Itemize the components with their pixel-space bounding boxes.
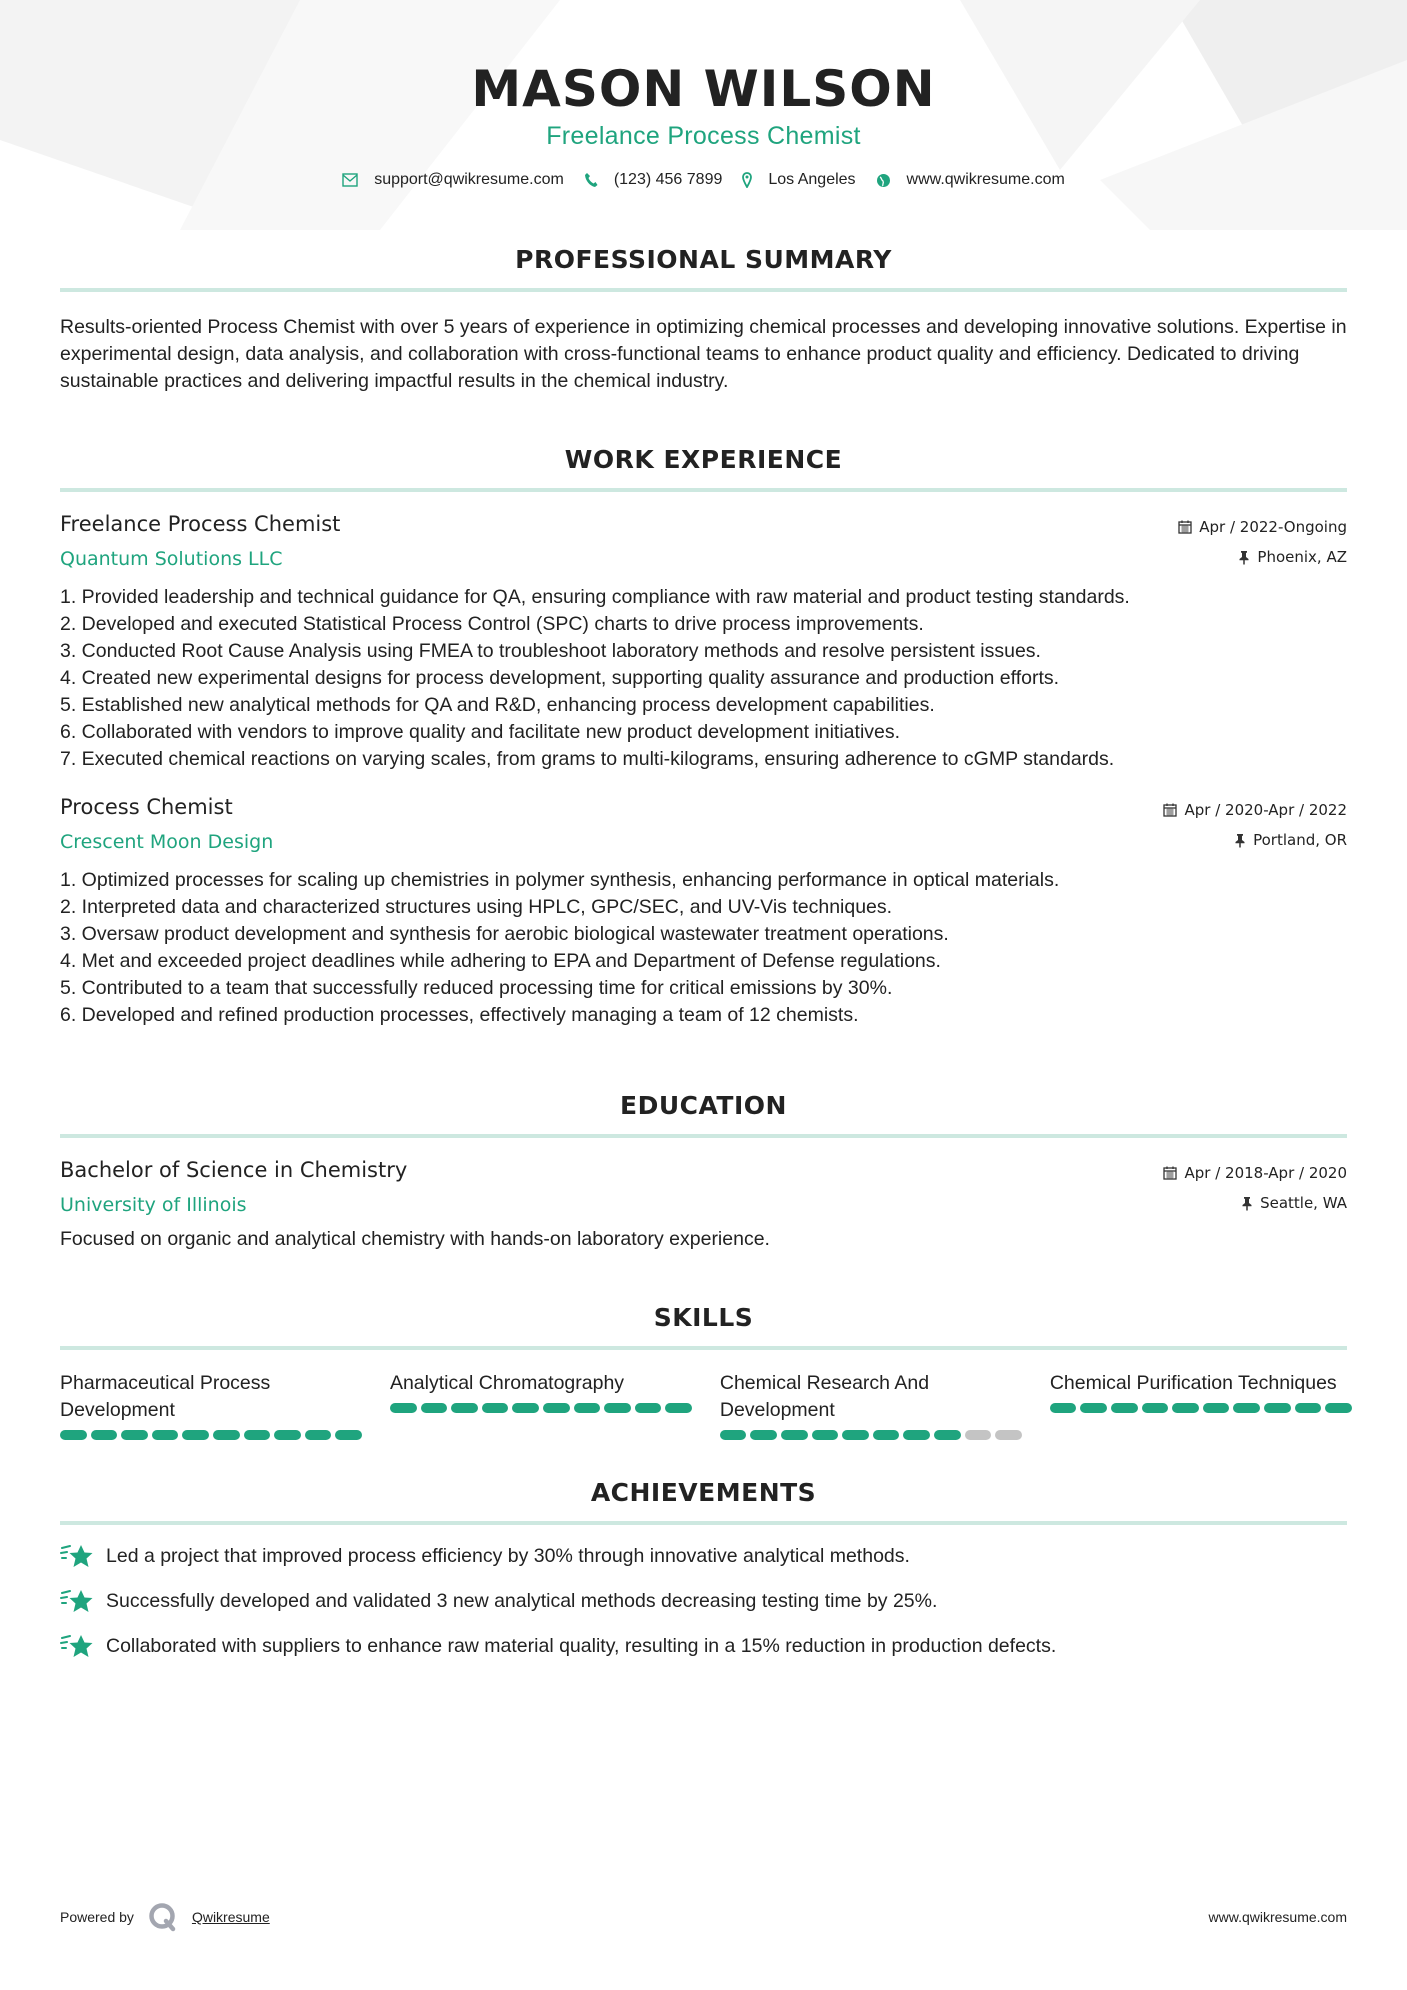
skill-rating-bar (1050, 1403, 1352, 1413)
education-dates: Apr / 2018-Apr / 2020 (1184, 1164, 1347, 1182)
section-heading: PROFESSIONAL SUMMARY (515, 245, 892, 274)
job-entry (60, 512, 1347, 773)
bullet-item: 2. Interpreted data and characterized structures using HPLC, GPC/SEC, and UV-Vis techniques. (60, 896, 893, 918)
bullet-item: 5. Established new analytical methods for QA and R&D, enhancing process development capabilities. (60, 694, 935, 716)
skill-rating-segment (543, 1403, 570, 1413)
education-section (60, 1091, 1347, 1253)
bullet-item: 6. Developed and refined production processes, effectively managing a team of 12 chemists. (60, 1004, 859, 1026)
skill-rating-segment (995, 1430, 1022, 1440)
company-name: Quantum Solutions LLC (60, 548, 283, 570)
location-text: Los Angeles (768, 171, 856, 188)
skill-name: Chemical Research And Development (719, 1372, 930, 1421)
footer-website[interactable]: www.qwikresume.com (1208, 1909, 1347, 1925)
skill-rating-segment (390, 1403, 417, 1413)
pushpin-icon (1234, 833, 1246, 848)
skill-rating-segment (873, 1430, 900, 1440)
skill-rating-segment (182, 1430, 209, 1440)
powered-by-label: Powered by (60, 1909, 134, 1925)
skill-rating-segment (1264, 1403, 1291, 1413)
skill-rating-segment (903, 1430, 930, 1440)
skill-rating-segment (1325, 1403, 1352, 1413)
bullet-item: 3. Conducted Root Cause Analysis using FMEA to troubleshoot laboratory methods and resolve persistent issues. (60, 640, 1041, 662)
education-location: Seattle, WA (1260, 1194, 1347, 1212)
skill-item (390, 1370, 692, 1440)
skill-rating-segment (512, 1403, 539, 1413)
summary-text: Results-oriented Process Chemist with over 5 years of experience in optimizing chemical processes and developing innovative solutions. Expertise in experimental design, data analysis, and collaboration with cross-functional teams to enhance product quality and efficiency. Dedicated to driving sustainable practices and delivering impactful results in the chemical industry. (60, 316, 1347, 392)
skills-section (60, 1303, 1347, 1440)
skill-rating-segment (750, 1430, 777, 1440)
skill-rating-segment (1050, 1403, 1077, 1413)
achievement-text: Successfully developed and validated 3 new analytical methods decreasing testing time by 25%. (106, 1589, 938, 1612)
job-title: Process Chemist (60, 795, 233, 819)
skill-rating-segment (1080, 1403, 1107, 1413)
achievement-text: Collaborated with suppliers to enhance raw material quality, resulting in a 15% reduction in production defects. (106, 1634, 1057, 1657)
skill-rating-segment (335, 1430, 362, 1440)
skill-rating-bar (720, 1430, 1022, 1440)
envelope-icon (342, 173, 358, 187)
skill-rating-segment (152, 1430, 179, 1440)
skill-rating-segment (665, 1403, 692, 1413)
skill-rating-segment (121, 1430, 148, 1440)
skill-rating-segment (482, 1403, 509, 1413)
skill-rating-segment (1111, 1403, 1138, 1413)
skill-rating-segment (305, 1430, 332, 1440)
skill-rating-segment (781, 1430, 808, 1440)
degree-title: Bachelor of Science in Chemistry (60, 1158, 408, 1182)
phone-text: (123) 456 7899 (613, 171, 723, 188)
skill-rating-segment (635, 1403, 662, 1413)
job-bullets (60, 867, 1347, 1029)
section-divider (60, 488, 1347, 492)
skill-rating-segment (1295, 1403, 1322, 1413)
bullet-item: 6. Collaborated with vendors to improve quality and facilitate new product development initiatives. (60, 721, 901, 743)
skill-rating-segment (1172, 1403, 1199, 1413)
section-heading: ACHIEVEMENTS (590, 1478, 817, 1507)
calendar-icon (1163, 1166, 1177, 1180)
skill-rating-segment (965, 1430, 992, 1440)
summary-section (60, 245, 1347, 395)
skill-name: Chemical Purification Techniques (1049, 1372, 1337, 1394)
job-dates: Apr / 2020-Apr / 2022 (1184, 801, 1347, 819)
email-text: support@qwikresume.com (374, 171, 564, 188)
bullet-item: 2. Developed and executed Statistical Process Control (SPC) charts to drive process improvements. (60, 613, 924, 635)
candidate-name: MASON WILSON (471, 60, 936, 118)
bullet-item: 4. Created new experimental designs for process development, supporting quality assurance and production efforts. (60, 667, 1060, 689)
map-pin-icon (742, 172, 752, 188)
bullet-item: 3. Oversaw product development and synthesis for aerobic biological wastewater treatment operations. (60, 923, 949, 945)
achievement-item (60, 1542, 1347, 1570)
section-divider (60, 288, 1347, 292)
qwikresume-link[interactable]: Qwikresume (191, 1909, 270, 1925)
qwikresume-logo-icon (148, 1902, 178, 1932)
page-footer (60, 1902, 1347, 1932)
skill-rating-bar (60, 1430, 362, 1440)
skill-rating-segment (91, 1430, 118, 1440)
contact-email[interactable] (342, 171, 564, 189)
job-dates: Apr / 2022-Ongoing (1199, 518, 1347, 536)
achievements-section (60, 1478, 1347, 1660)
star-badge-icon (60, 1632, 94, 1660)
star-badge-icon (60, 1587, 94, 1615)
job-bullets (60, 584, 1347, 773)
skill-rating-segment (812, 1430, 839, 1440)
skill-name: Analytical Chromatography (389, 1372, 625, 1394)
section-divider (60, 1521, 1347, 1525)
skill-rating-segment (244, 1430, 271, 1440)
skill-rating-segment (1142, 1403, 1169, 1413)
calendar-icon (1163, 803, 1177, 817)
section-heading: WORK EXPERIENCE (564, 445, 843, 474)
achievement-item (60, 1587, 1347, 1615)
website-text: www.qwikresume.com (906, 171, 1065, 188)
skill-rating-segment (574, 1403, 601, 1413)
skill-rating-segment (842, 1430, 869, 1440)
school-name: University of Illinois (60, 1194, 247, 1216)
education-description: Focused on organic and analytical chemistry with hands-on laboratory experience. (60, 1228, 770, 1250)
skill-item (1050, 1370, 1352, 1440)
phone-icon (584, 172, 598, 188)
company-name: Crescent Moon Design (60, 831, 274, 853)
powered-by (60, 1902, 270, 1932)
skill-rating-segment (934, 1430, 961, 1440)
section-heading: SKILLS (653, 1303, 754, 1332)
candidate-title: Freelance Process Chemist (546, 122, 861, 150)
skill-rating-segment (274, 1430, 301, 1440)
job-location: Portland, OR (1253, 831, 1347, 849)
skill-item (720, 1370, 1022, 1440)
bullet-item: 7. Executed chemical reactions on varying scales, from grams to multi-kilograms, ensuring adherence to cGMP standards. (60, 748, 1115, 770)
skill-rating-segment (421, 1403, 448, 1413)
skill-rating-segment (1203, 1403, 1230, 1413)
contact-website[interactable] (876, 171, 1065, 189)
section-divider (60, 1134, 1347, 1138)
job-entry (60, 795, 1347, 1029)
pushpin-icon (1241, 1196, 1253, 1211)
star-badge-icon (60, 1542, 94, 1570)
skills-grid (60, 1370, 1347, 1440)
contact-bar (60, 171, 1347, 189)
section-divider (60, 1346, 1347, 1350)
skill-rating-segment (604, 1403, 631, 1413)
skill-item (60, 1370, 362, 1440)
skill-rating-segment (720, 1430, 747, 1440)
education-entry (60, 1158, 1347, 1253)
calendar-icon (1178, 520, 1192, 534)
bullet-item: 5. Contributed to a team that successfully reduced processing time for critical emissions by 30%. (60, 977, 893, 999)
experience-section (60, 445, 1347, 1029)
job-title: Freelance Process Chemist (60, 512, 341, 536)
bullet-item: 1. Optimized processes for scaling up chemistries in polymer synthesis, enhancing performance in optical materials. (60, 869, 1060, 891)
skill-rating-segment (213, 1430, 240, 1440)
job-location: Phoenix, AZ (1257, 548, 1347, 566)
achievement-text: Led a project that improved process efficiency by 30% through innovative analytical methods. (106, 1544, 910, 1567)
skill-rating-bar (390, 1403, 692, 1413)
achievement-item (60, 1632, 1347, 1660)
globe-icon (876, 173, 891, 188)
skill-rating-segment (451, 1403, 478, 1413)
contact-phone[interactable] (584, 171, 723, 189)
skill-rating-segment (60, 1430, 87, 1440)
bullet-item: 1. Provided leadership and technical guidance for QA, ensuring compliance with raw material and product testing standards. (60, 586, 1130, 608)
bullet-item: 4. Met and exceeded project deadlines while adhering to EPA and Department of Defense regulations. (60, 950, 941, 972)
section-heading: EDUCATION (620, 1091, 787, 1120)
resume-header (60, 0, 1347, 189)
pushpin-icon (1238, 550, 1250, 565)
contact-location (742, 171, 855, 189)
skill-rating-segment (1233, 1403, 1260, 1413)
skill-name: Pharmaceutical Process Development (60, 1372, 271, 1421)
